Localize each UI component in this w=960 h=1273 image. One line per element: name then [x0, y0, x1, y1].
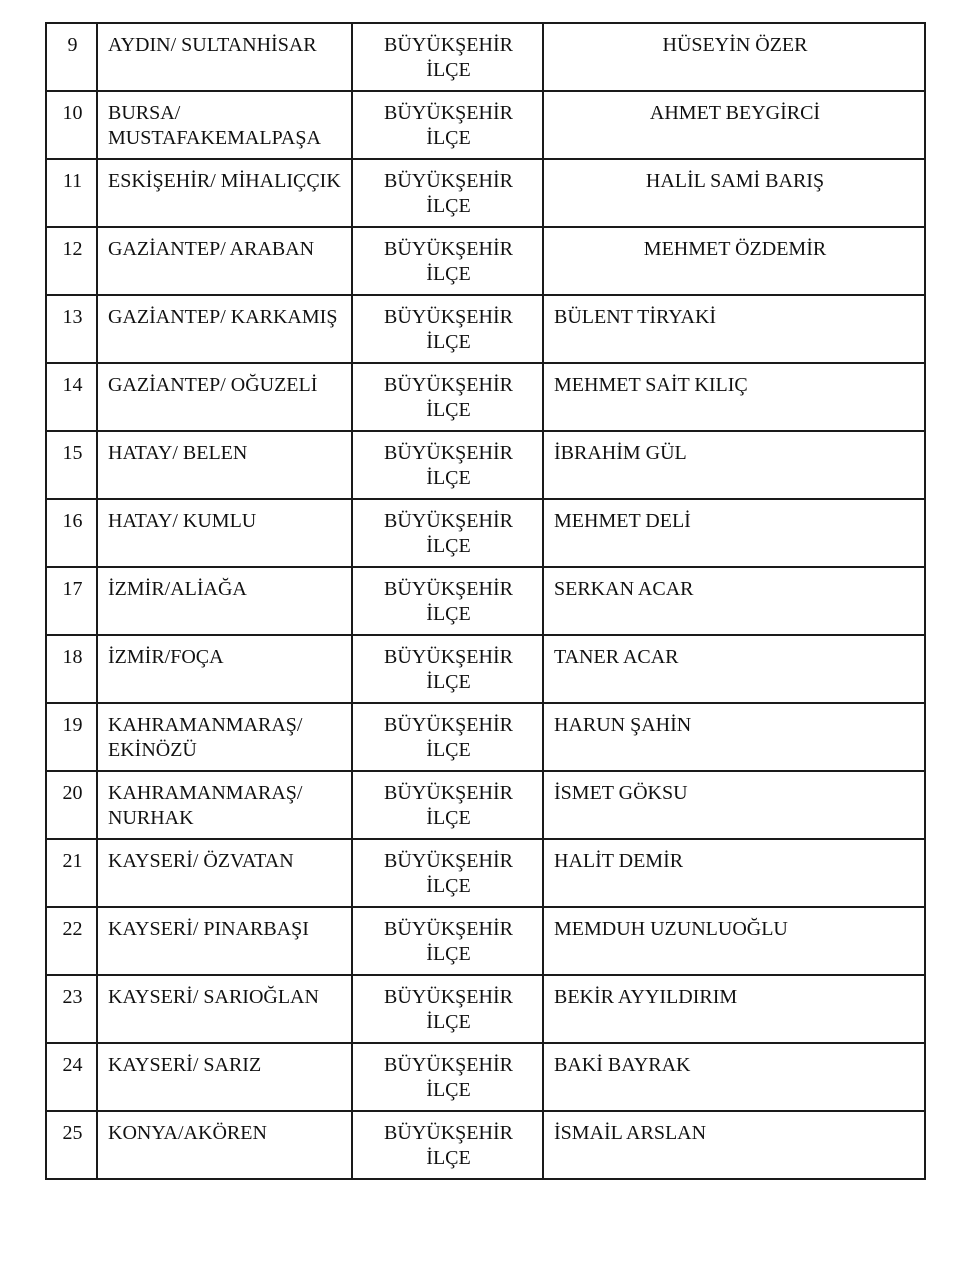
row-number: 11	[46, 159, 97, 227]
table-row	[46, 23, 925, 91]
municipality-type-line2: İLÇE	[426, 1011, 471, 1033]
row-number: 15	[46, 431, 97, 499]
municipality-type-cell	[352, 839, 543, 907]
municipality-type-line2: İLÇE	[426, 943, 471, 965]
province-district-cell: İZMİR/ALİAĞA	[97, 567, 352, 635]
row-number: 22	[46, 907, 97, 975]
candidate-name-cell: HALİT DEMİR	[543, 839, 925, 907]
municipality-type-line2: İLÇE	[426, 331, 471, 353]
municipality-type-cell	[352, 91, 543, 159]
municipality-type-line1: BÜYÜKŞEHİR	[384, 170, 513, 192]
row-number: 14	[46, 363, 97, 431]
province-district-cell: BURSA/ MUSTAFAKEMALPAŞA	[97, 91, 352, 159]
municipality-type-line2: İLÇE	[426, 263, 471, 285]
municipality-type-line1: BÜYÜKŞEHİR	[384, 306, 513, 328]
table-row	[46, 771, 925, 839]
municipality-type-cell	[352, 635, 543, 703]
municipality-type-line2: İLÇE	[426, 535, 471, 557]
municipality-type-line1: BÜYÜKŞEHİR	[384, 442, 513, 464]
candidate-name-cell: İSMET GÖKSU	[543, 771, 925, 839]
candidate-name-cell: MEMDUH UZUNLUOĞLU	[543, 907, 925, 975]
municipality-type-line2: İLÇE	[426, 195, 471, 217]
table-row	[46, 975, 925, 1043]
candidate-name-cell: TANER ACAR	[543, 635, 925, 703]
municipality-type-line1: BÜYÜKŞEHİR	[384, 374, 513, 396]
row-number: 19	[46, 703, 97, 771]
candidate-name-cell: HALİL SAMİ BARIŞ	[543, 159, 925, 227]
candidate-name-cell: BEKİR AYYILDIRIM	[543, 975, 925, 1043]
municipality-type-cell	[352, 363, 543, 431]
province-district-cell: AYDIN/ SULTANHİSAR	[97, 23, 352, 91]
candidate-name-cell: AHMET BEYGİRCİ	[543, 91, 925, 159]
row-number: 10	[46, 91, 97, 159]
municipality-type-line2: İLÇE	[426, 671, 471, 693]
row-number: 9	[46, 23, 97, 91]
municipality-type-line1: BÜYÜKŞEHİR	[384, 1054, 513, 1076]
municipality-type-cell	[352, 567, 543, 635]
municipality-type-line1: BÜYÜKŞEHİR	[384, 918, 513, 940]
municipality-type-line2: İLÇE	[426, 875, 471, 897]
municipality-type-line1: BÜYÜKŞEHİR	[384, 102, 513, 124]
municipality-type-line2: İLÇE	[426, 467, 471, 489]
province-district-cell: KAYSERİ/ PINARBAŞI	[97, 907, 352, 975]
municipality-type-cell	[352, 1043, 543, 1111]
municipality-type-cell	[352, 159, 543, 227]
table-row	[46, 703, 925, 771]
table-row	[46, 907, 925, 975]
municipality-type-line2: İLÇE	[426, 59, 471, 81]
candidate-name-cell: BÜLENT TİRYAKİ	[543, 295, 925, 363]
municipality-type-line1: BÜYÜKŞEHİR	[384, 34, 513, 56]
candidate-name-cell: İBRAHİM GÜL	[543, 431, 925, 499]
province-district-cell: İZMİR/FOÇA	[97, 635, 352, 703]
municipality-type-line1: BÜYÜKŞEHİR	[384, 714, 513, 736]
province-district-cell: HATAY/ KUMLU	[97, 499, 352, 567]
municipality-type-line1: BÜYÜKŞEHİR	[384, 986, 513, 1008]
province-district-cell: HATAY/ BELEN	[97, 431, 352, 499]
municipality-type-cell	[352, 771, 543, 839]
province-district-cell: GAZİANTEP/ ARABAN	[97, 227, 352, 295]
municipality-type-cell	[352, 975, 543, 1043]
candidate-name-cell: SERKAN ACAR	[543, 567, 925, 635]
table-row	[46, 159, 925, 227]
municipality-type-line2: İLÇE	[426, 739, 471, 761]
row-number: 21	[46, 839, 97, 907]
municipality-type-line2: İLÇE	[426, 127, 471, 149]
row-number: 25	[46, 1111, 97, 1179]
row-number: 12	[46, 227, 97, 295]
province-district-cell: KAYSERİ/ SARIZ	[97, 1043, 352, 1111]
province-district-cell: KAHRAMANMARAŞ/ EKİNÖZÜ	[97, 703, 352, 771]
province-district-cell: KAYSERİ/ ÖZVATAN	[97, 839, 352, 907]
municipality-type-cell	[352, 431, 543, 499]
municipality-type-line2: İLÇE	[426, 1147, 471, 1169]
municipality-type-cell	[352, 703, 543, 771]
candidate-name-cell: MEHMET ÖZDEMİR	[543, 227, 925, 295]
table-row	[46, 1043, 925, 1111]
municipality-type-cell	[352, 227, 543, 295]
row-number: 17	[46, 567, 97, 635]
province-district-cell: KAYSERİ/ SARIOĞLAN	[97, 975, 352, 1043]
table-row	[46, 839, 925, 907]
municipality-type-line1: BÜYÜKŞEHİR	[384, 646, 513, 668]
municipality-type-cell	[352, 499, 543, 567]
table-row	[46, 567, 925, 635]
candidate-name-cell: MEHMET DELİ	[543, 499, 925, 567]
municipality-type-cell	[352, 1111, 543, 1179]
municipality-type-line2: İLÇE	[426, 603, 471, 625]
row-number: 23	[46, 975, 97, 1043]
municipality-type-line1: BÜYÜKŞEHİR	[384, 510, 513, 532]
municipality-type-line1: BÜYÜKŞEHİR	[384, 238, 513, 260]
province-district-cell: KONYA/AKÖREN	[97, 1111, 352, 1179]
province-district-cell: GAZİANTEP/ OĞUZELİ	[97, 363, 352, 431]
municipality-type-cell	[352, 907, 543, 975]
candidate-name-cell: BAKİ BAYRAK	[543, 1043, 925, 1111]
municipality-type-line1: BÜYÜKŞEHİR	[384, 1122, 513, 1144]
municipality-type-line1: BÜYÜKŞEHİR	[384, 578, 513, 600]
table-row	[46, 431, 925, 499]
candidate-name-cell: MEHMET SAİT KILIÇ	[543, 363, 925, 431]
table-row	[46, 295, 925, 363]
candidate-table	[45, 22, 926, 1180]
candidate-name-cell: İSMAİL ARSLAN	[543, 1111, 925, 1179]
municipality-type-line2: İLÇE	[426, 807, 471, 829]
municipality-type-cell	[352, 295, 543, 363]
table-row	[46, 499, 925, 567]
municipality-type-line2: İLÇE	[426, 399, 471, 421]
table-row	[46, 91, 925, 159]
province-district-cell: ESKİŞEHİR/ MİHALIÇÇIK	[97, 159, 352, 227]
row-number: 20	[46, 771, 97, 839]
municipality-type-line1: BÜYÜKŞEHİR	[384, 850, 513, 872]
province-district-cell: GAZİANTEP/ KARKAMIŞ	[97, 295, 352, 363]
province-district-cell: KAHRAMANMARAŞ/ NURHAK	[97, 771, 352, 839]
table-row	[46, 1111, 925, 1179]
table-row	[46, 363, 925, 431]
row-number: 18	[46, 635, 97, 703]
municipality-type-cell	[352, 23, 543, 91]
municipality-type-line1: BÜYÜKŞEHİR	[384, 782, 513, 804]
candidate-name-cell: HÜSEYİN ÖZER	[543, 23, 925, 91]
candidate-name-cell: HARUN ŞAHİN	[543, 703, 925, 771]
table-row	[46, 635, 925, 703]
row-number: 24	[46, 1043, 97, 1111]
row-number: 13	[46, 295, 97, 363]
table-row	[46, 227, 925, 295]
row-number: 16	[46, 499, 97, 567]
municipality-type-line2: İLÇE	[426, 1079, 471, 1101]
table-body	[46, 23, 925, 1179]
